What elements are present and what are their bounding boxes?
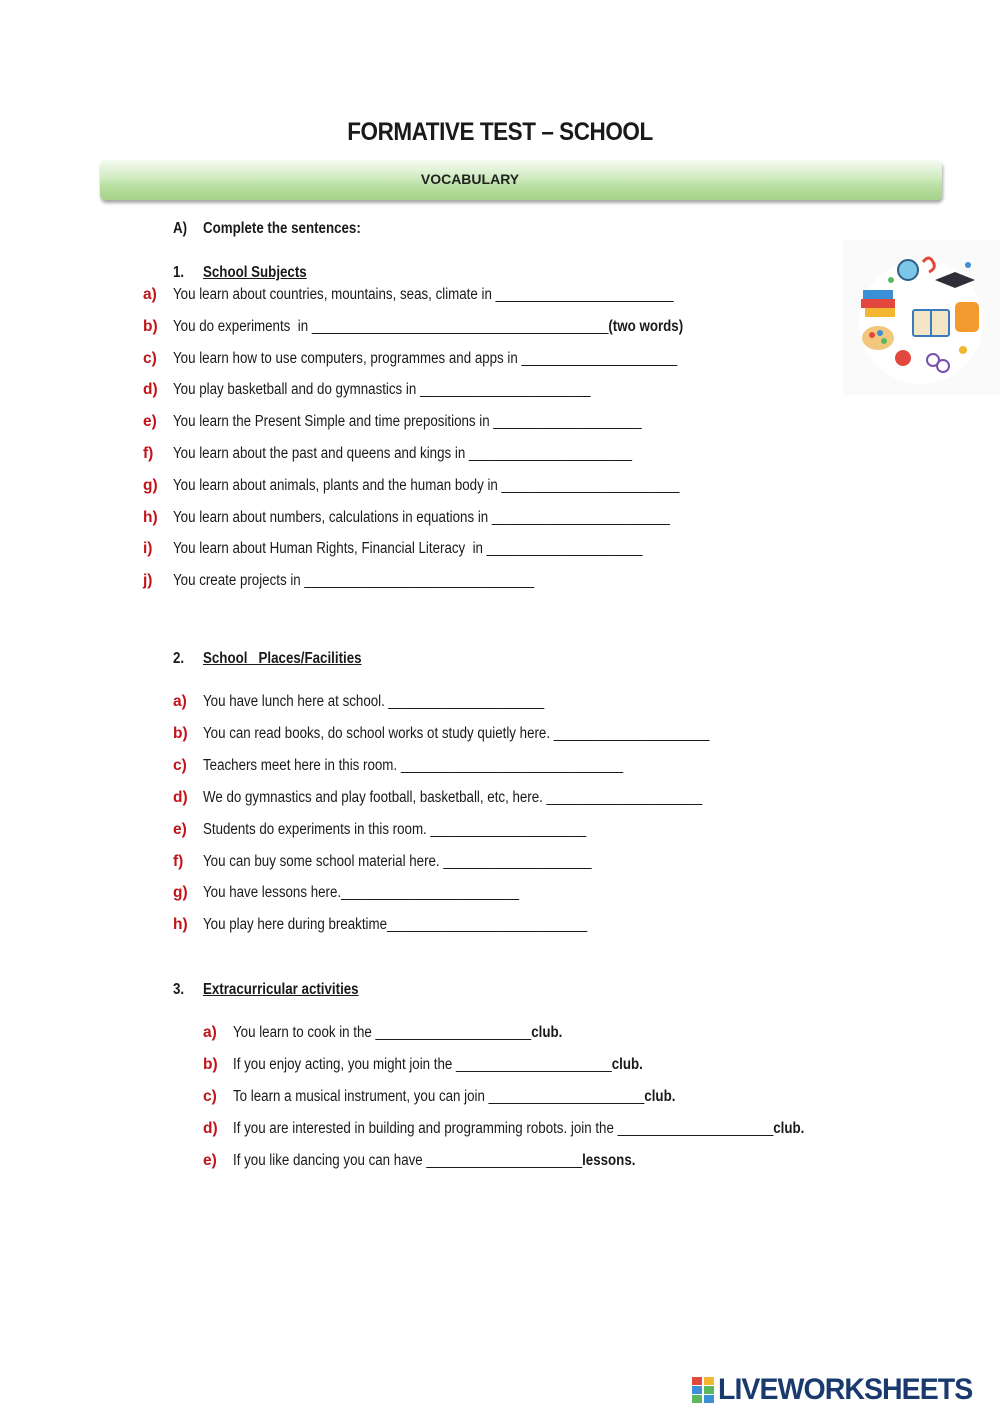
question-text: You learn the Present Simple and time prepositions in ____________________	[173, 413, 642, 431]
brand-name: LIVEWORKSHEETS	[718, 1373, 973, 1406]
liveworksheets-logo	[692, 1373, 986, 1407]
section2-heading: School Places/Facilities	[203, 650, 362, 667]
question-item	[203, 821, 586, 839]
question-text: You learn about numbers, calculations in equations in ________________________	[173, 508, 670, 526]
item-letter: b)	[173, 724, 188, 742]
question-item	[233, 1056, 643, 1074]
question-text: You can buy some school material here. ____________________	[203, 852, 592, 870]
question-item	[203, 789, 702, 807]
school-supplies-image	[843, 240, 1000, 395]
item-letter: a)	[143, 286, 157, 303]
item-letter: b)	[143, 317, 158, 335]
question-text: You play basketball and do gymnastics in _______________________	[173, 381, 591, 399]
item-letter: h)	[143, 508, 158, 526]
item-letter: d)	[143, 381, 158, 399]
item-letter: d)	[173, 788, 188, 806]
section2-number: 2.	[173, 650, 185, 667]
question-item	[203, 853, 592, 871]
section-banner	[100, 160, 942, 200]
question-text: Students do experiments in this room. _____________________	[203, 820, 587, 838]
question-item	[203, 916, 587, 934]
question-item	[173, 509, 670, 527]
palette-icon	[862, 326, 894, 350]
question-text: We do gymnastics and play football, basketball, etc, here. _____________________	[203, 788, 703, 806]
question-item	[203, 884, 519, 902]
question-text: You learn about countries, mountains, seas, climate in ________________________	[173, 286, 674, 303]
part-a-label: A)	[173, 220, 188, 237]
question-item	[173, 572, 534, 590]
item-letter: i)	[143, 540, 153, 558]
question-text: If you enjoy acting, you might join the _____________________	[233, 1056, 612, 1073]
item-letter: d)	[203, 1120, 218, 1137]
item-letter: a)	[173, 693, 187, 710]
apple-icon	[895, 350, 911, 366]
question-text: You learn about Human Rights, Financial Literacy in _____________________	[173, 540, 643, 558]
question-item	[173, 381, 591, 399]
question-item	[203, 757, 623, 775]
section3-heading: Extracurricular activities	[203, 981, 359, 998]
alarm-clock-icon	[898, 260, 918, 280]
question-item	[173, 350, 677, 368]
item-letter: g)	[173, 884, 188, 902]
answer-suffix: club.	[611, 1056, 643, 1073]
question-text: If you like dancing you can have _____________________	[233, 1152, 583, 1169]
logo-mark-icon	[692, 1377, 714, 1403]
book-icon	[863, 290, 893, 299]
page-title: FORMATIVE TEST – SCHOOL	[347, 118, 653, 146]
item-letter: g)	[143, 476, 158, 494]
question-text: If you are interested in building and programming robots. join the _____________________	[233, 1120, 774, 1137]
question-text: You learn about animals, plants and the human body in ________________________	[173, 476, 680, 494]
backpack-icon	[955, 302, 979, 332]
item-letter: f)	[143, 445, 154, 462]
question-text: To learn a musical instrument, you can join _____________________	[233, 1088, 645, 1105]
answer-suffix: club.	[773, 1120, 805, 1137]
item-letter: c)	[143, 349, 157, 367]
question-text: You play here during breaktime___________________________	[203, 916, 588, 934]
item-letter: c)	[173, 756, 187, 774]
part-a-instruction: Complete the sentences:	[203, 220, 361, 237]
question-text: You have lessons here.________________________	[203, 884, 520, 902]
item-letter: e)	[203, 1152, 217, 1169]
question-text: You can read books, do school works ot study quietly here. _____________________	[203, 724, 710, 742]
question-text: You learn about the past and queens and kings in ______________________	[173, 445, 633, 462]
question-item	[233, 1024, 562, 1042]
item-letter: e)	[143, 413, 157, 431]
section1-heading: School Subjects	[203, 264, 307, 281]
question-text: Teachers meet here in this room. ______________________________	[203, 756, 624, 774]
question-item	[173, 318, 683, 336]
question-text: You learn how to use computers, programmes and apps in _____________________	[173, 349, 678, 367]
item-letter: f)	[173, 852, 184, 870]
question-item	[173, 286, 674, 304]
item-letter: j)	[143, 572, 153, 590]
question-item	[203, 725, 709, 743]
question-item	[233, 1120, 804, 1138]
section3-number: 3.	[173, 981, 185, 998]
question-text: You do experiments in ________________________________________	[173, 317, 609, 335]
question-text: You create projects in _______________________________	[173, 572, 535, 590]
question-item	[173, 477, 679, 495]
item-letter: e)	[173, 820, 187, 838]
banner-label: VOCABULARY	[420, 171, 520, 187]
answer-suffix: club.	[531, 1024, 563, 1041]
question-item	[203, 693, 544, 711]
question-item	[233, 1152, 635, 1170]
item-letter: c)	[203, 1088, 217, 1105]
item-letter: h)	[173, 916, 188, 934]
question-item	[173, 413, 642, 431]
answer-suffix: lessons.	[582, 1152, 636, 1169]
section1-number: 1.	[173, 264, 185, 281]
item-letter: b)	[203, 1056, 218, 1073]
question-item	[233, 1088, 675, 1106]
question-text: You have lunch here at school. _____________________	[203, 693, 545, 710]
question-text: You learn to cook in the _____________________	[233, 1024, 532, 1041]
answer-suffix: (two words)	[608, 317, 684, 335]
item-letter: a)	[203, 1024, 217, 1041]
question-item	[173, 540, 642, 558]
answer-suffix: club.	[644, 1088, 676, 1105]
question-item	[173, 445, 632, 463]
